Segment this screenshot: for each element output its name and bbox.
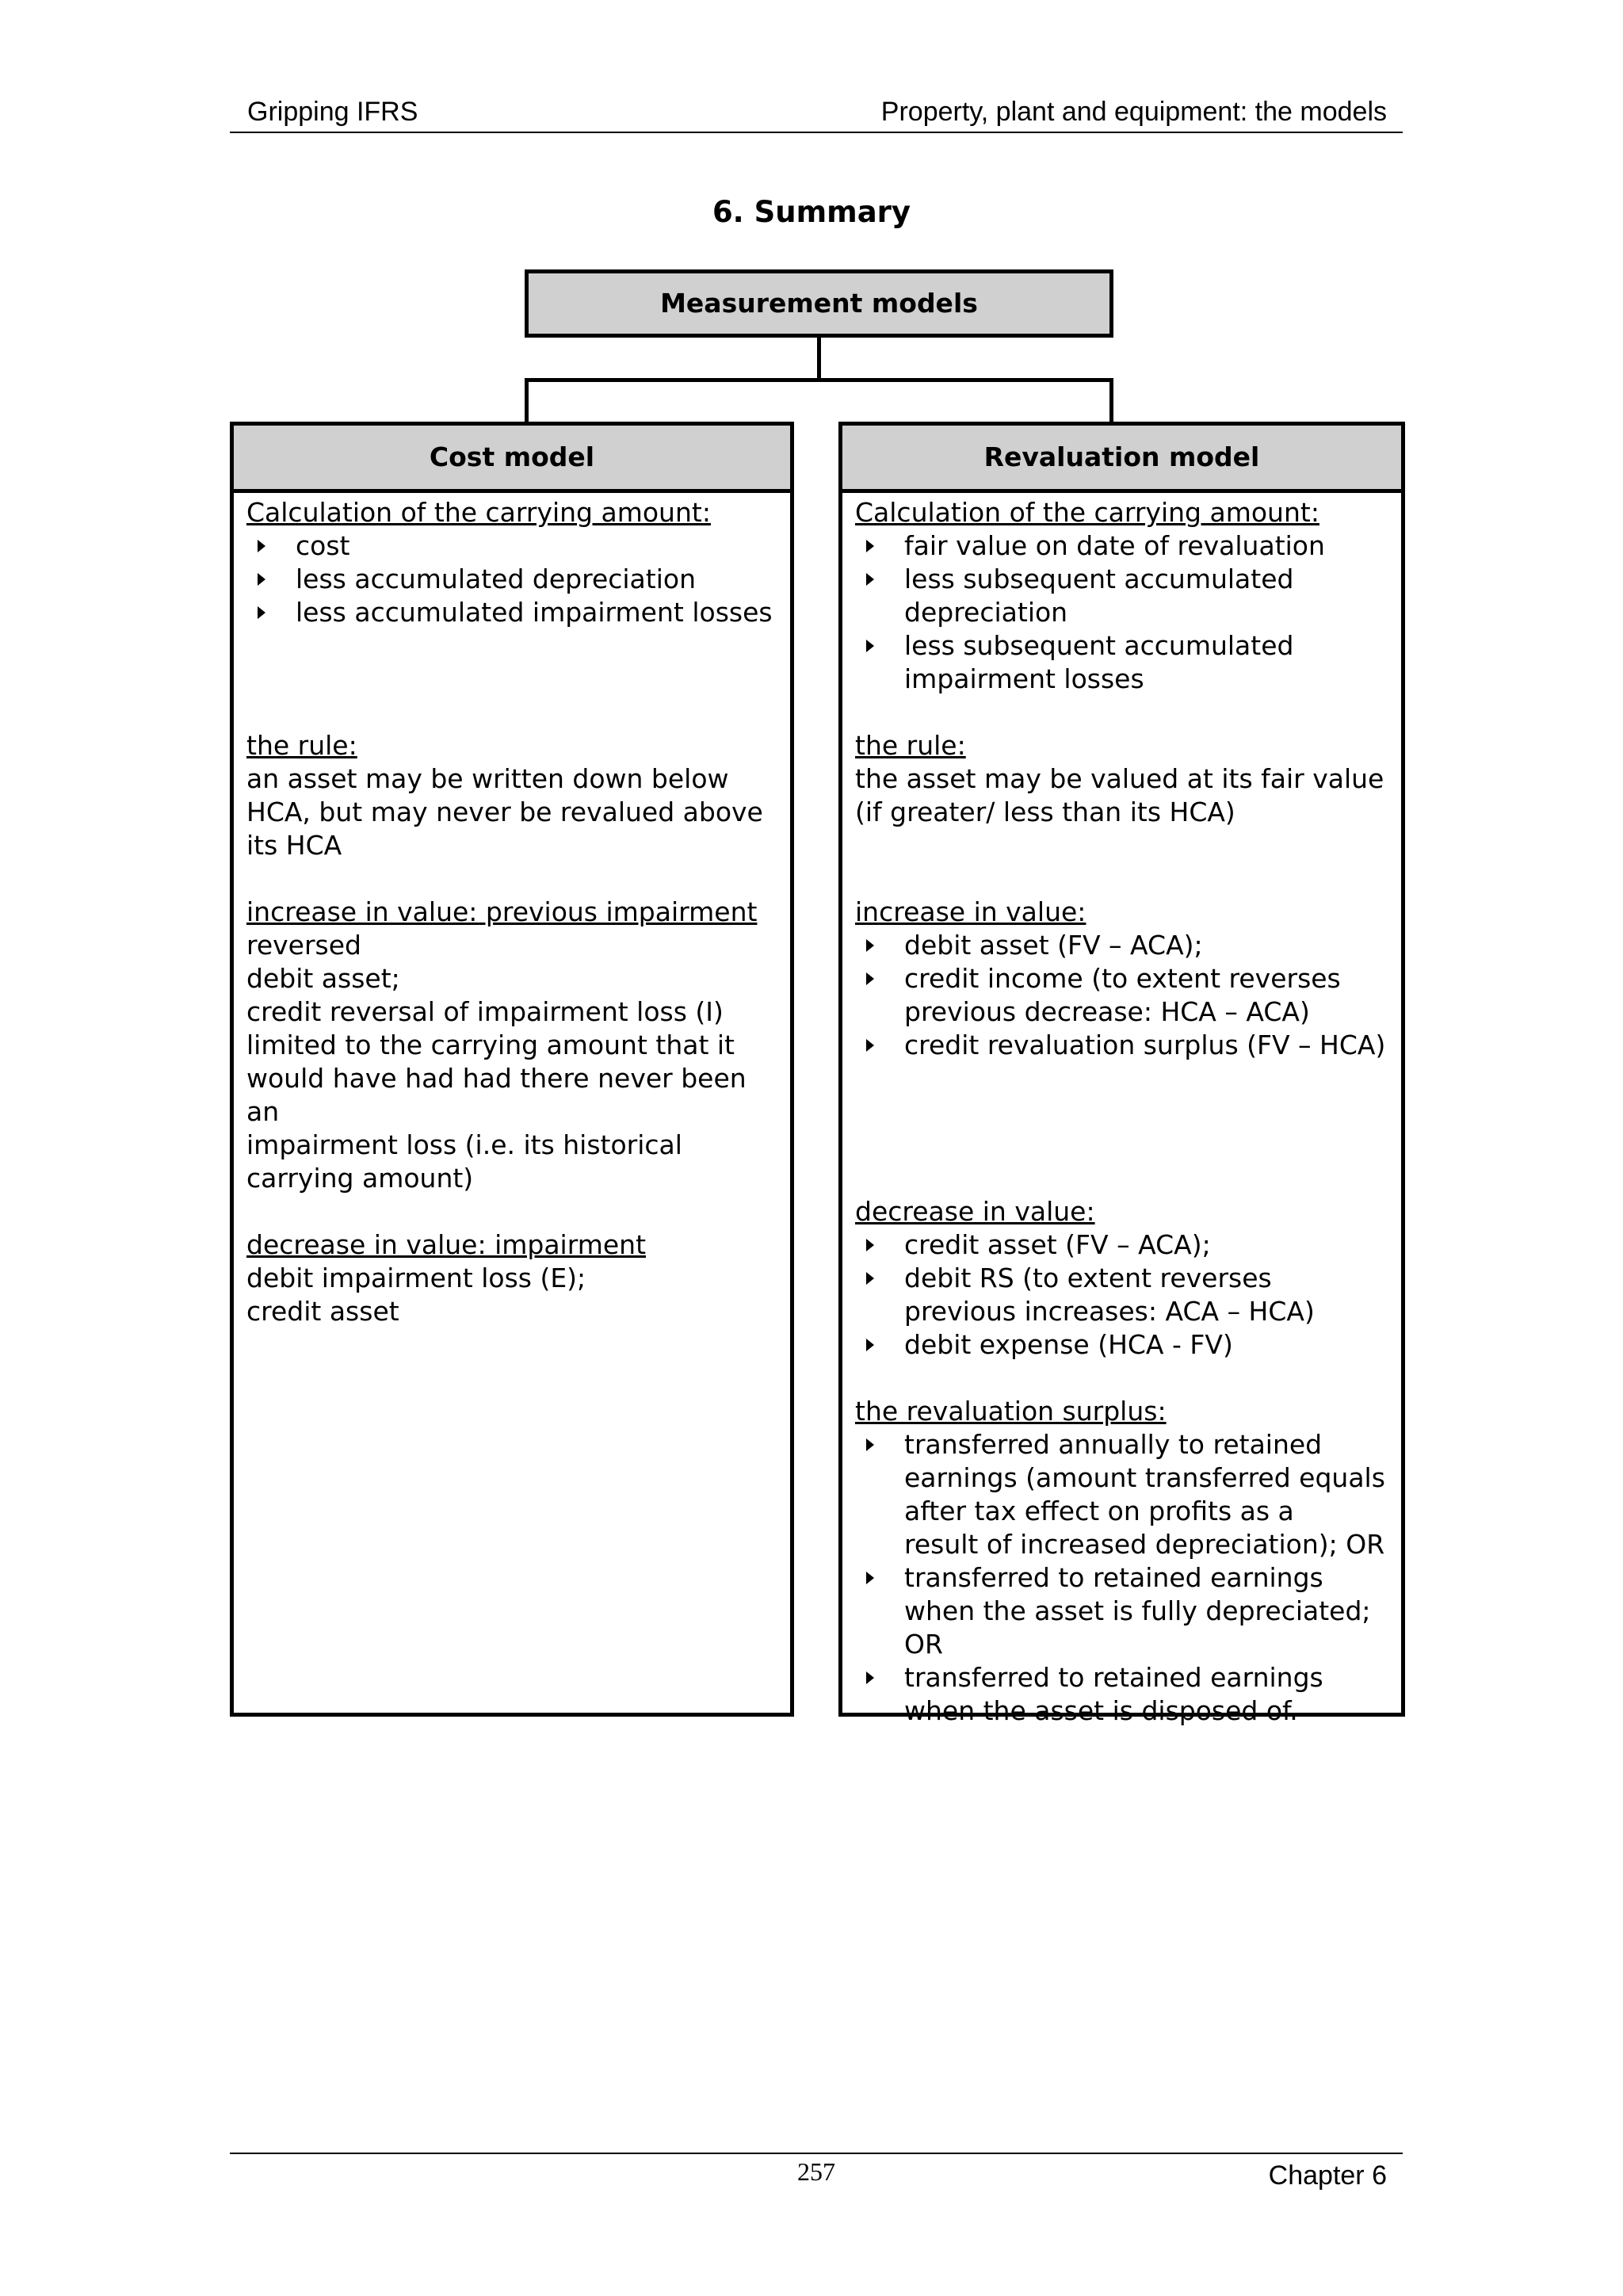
bullet-arrow-icon [866, 1438, 874, 1451]
bullet-arrow-icon [866, 1239, 874, 1251]
cost-calc-item: less accumulated impairment losses [246, 596, 779, 629]
bullet-arrow-icon [258, 540, 265, 552]
bullet-arrow-icon [866, 1339, 874, 1351]
bullet-arrow-icon [866, 540, 874, 552]
reval-decrease-item: credit asset (FV – ACA); [855, 1228, 1390, 1262]
header-chapter-title: Property, plant and equipment: the models [880, 97, 1387, 127]
reval-calc-item: less subsequent accumulated impairment losses [855, 629, 1390, 696]
reval-increase-label: increase in value: [855, 896, 1086, 927]
reval-surplus-item: transferred to retained earnings when the asset is disposed of. [855, 1661, 1390, 1728]
reval-decrease-item: debit RS (to extent reverses previous increases: ACA – HCA) [855, 1262, 1390, 1328]
reval-rule-label: the rule: [855, 730, 966, 761]
reval-calc-item: fair value on date of revaluation [855, 529, 1390, 563]
connector-right-drop [1109, 378, 1113, 424]
connector-left-drop [525, 378, 529, 424]
connector-horizontal [525, 378, 1113, 382]
bullet-arrow-icon [866, 1671, 874, 1684]
revaluation-model-heading: Revaluation model [842, 426, 1401, 493]
page-header [230, 94, 1403, 133]
cost-calc-item: less accumulated depreciation [246, 563, 779, 596]
bullet-arrow-icon [866, 939, 874, 952]
cost-increase-text: debit asset; credit reversal of impairment loss (I) limited to the carrying amount that it would have had had there never been an impairment loss (i.e. its historical carrying amount) [246, 963, 747, 1194]
header-book-title: Gripping IFRS [247, 97, 418, 127]
bullet-arrow-icon [866, 1572, 874, 1584]
bullet-arrow-icon [866, 640, 874, 652]
cost-model-heading: Cost model [234, 426, 790, 493]
reval-rule-text: the asset may be valued at its fair value (if greater/ less than its HCA) [855, 763, 1384, 827]
reval-surplus-label: the revaluation surplus: [855, 1396, 1167, 1427]
cost-model-box [230, 422, 794, 1717]
page-footer [230, 2153, 1403, 2202]
reval-calc-item: less subsequent accumulated depreciation [855, 563, 1390, 629]
bullet-arrow-icon [866, 573, 874, 586]
cost-increase-label: increase in value: previous impairment reversed [246, 896, 758, 961]
page-number: 257 [797, 2157, 835, 2186]
bullet-arrow-icon [258, 606, 265, 619]
reval-calc-label: Calculation of the carrying amount: [855, 497, 1319, 528]
section-title: 6. Summary [712, 195, 911, 229]
cost-calc-label: Calculation of the carrying amount: [246, 497, 711, 528]
cost-decrease-text: debit impairment loss (E); credit asset [246, 1263, 586, 1327]
revaluation-model-body [842, 493, 1401, 1728]
reval-surplus-item: transferred annually to retained earnings (amount transferred equals after tax effect on profits as a result of increased depreciation); OR [855, 1428, 1390, 1561]
reval-increase-item: credit income (to extent reverses previous decrease: HCA – ACA) [855, 962, 1390, 1029]
bullet-arrow-icon [258, 573, 265, 586]
bullet-arrow-icon [866, 1039, 874, 1052]
cost-calc-item: cost [246, 529, 779, 563]
bullet-arrow-icon [866, 972, 874, 985]
cost-rule-text: an asset may be written down below HCA, but may never be revalued above its HCA [246, 763, 763, 861]
revaluation-model-box [838, 422, 1405, 1726]
reval-surplus-item: transferred to retained earnings when the asset is fully depreciated; OR [855, 1561, 1390, 1661]
reval-decrease-item: debit expense (HCA - FV) [855, 1328, 1390, 1362]
reval-decrease-label: decrease in value: [855, 1196, 1095, 1227]
cost-model-body [234, 493, 790, 1328]
connector-root-stem [817, 338, 821, 380]
reval-increase-item: credit revaluation surplus (FV – HCA) [855, 1029, 1390, 1062]
cost-decrease-label: decrease in value: impairment [246, 1229, 647, 1260]
footer-chapter: Chapter 6 [1268, 2160, 1387, 2191]
cost-rule-label: the rule: [246, 730, 357, 761]
reval-increase-item: debit asset (FV – ACA); [855, 929, 1390, 962]
root-node-measurement-models: Measurement models [525, 269, 1113, 338]
bullet-arrow-icon [866, 1272, 874, 1285]
